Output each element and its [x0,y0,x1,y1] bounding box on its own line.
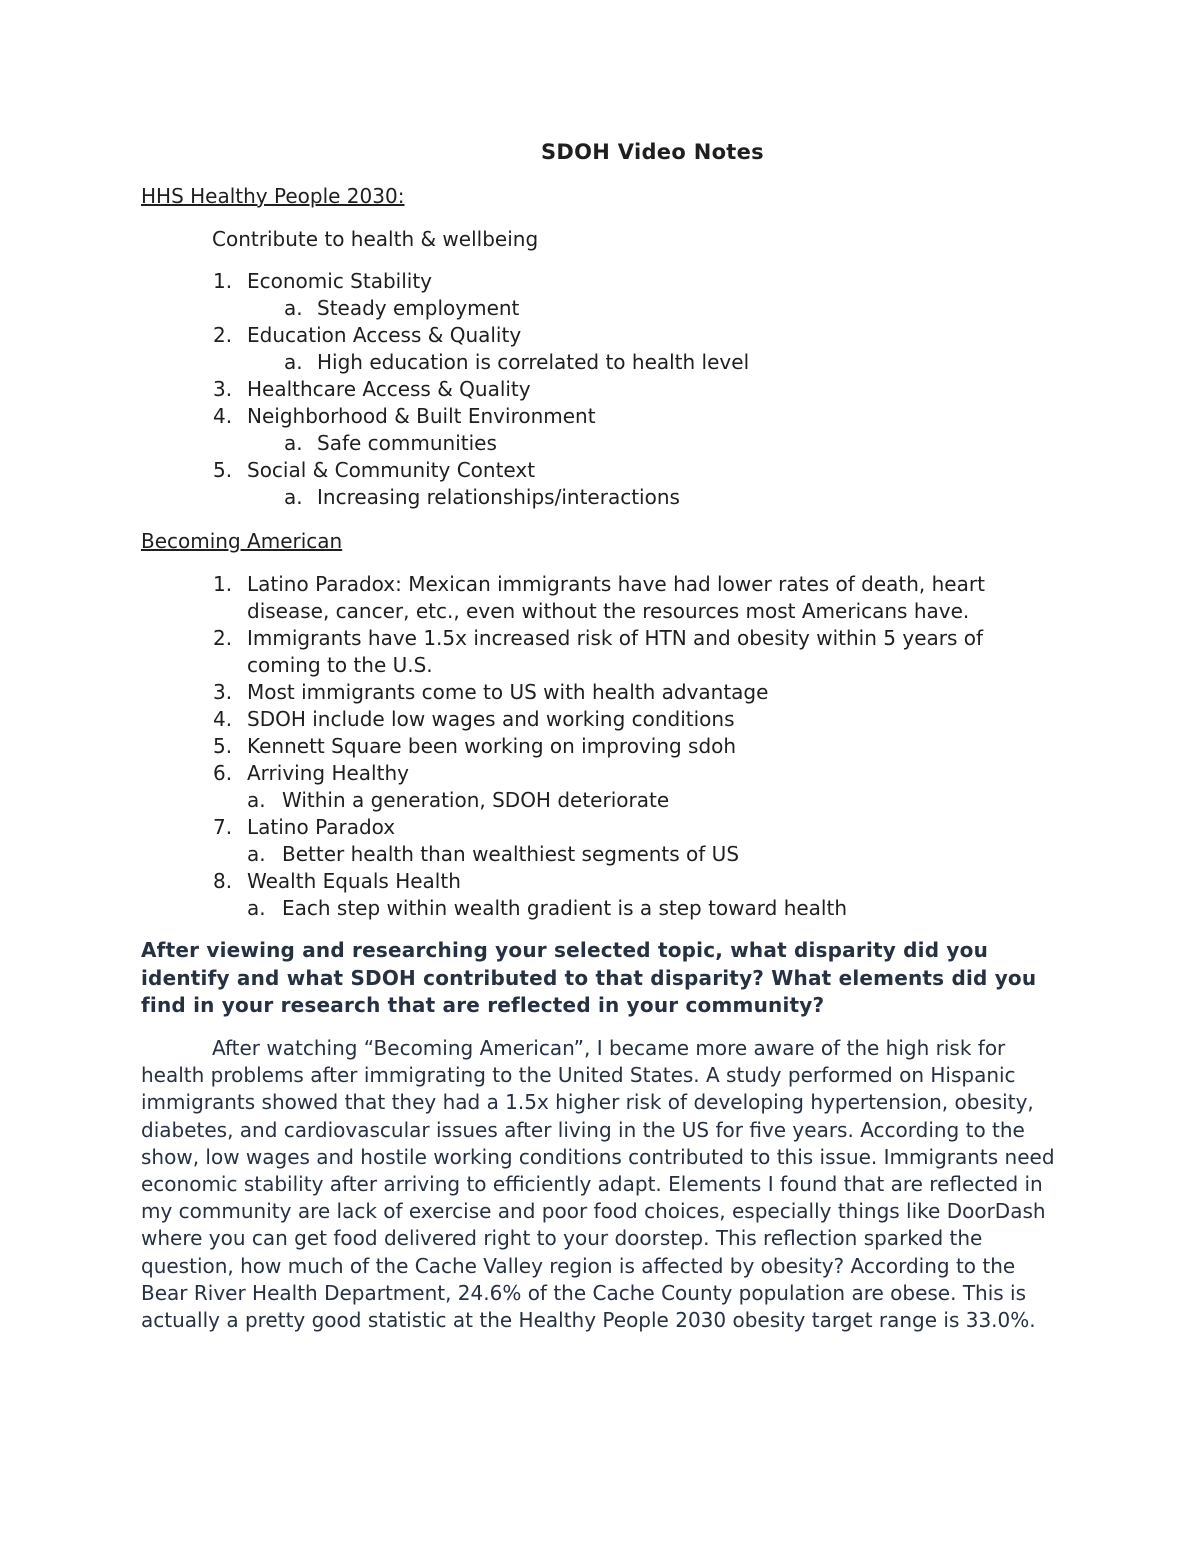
list-number: 2. [213,323,233,347]
list-item [141,322,1061,349]
list-number: 5. [213,734,233,758]
list-item-text: Latino Paradox [247,815,396,839]
list-item [141,268,1061,295]
list-item-text: Economic Stability [247,269,433,293]
list-number: 1. [213,572,233,596]
sub-list-item [141,895,1061,922]
list-number: 5. [213,458,233,482]
list-item-text: Wealth Equals Health [247,869,461,893]
list-item [141,760,1061,787]
list-item [141,733,1061,760]
list-item-text: Most immigrants come to US with health advantage [247,680,769,704]
list-number: 8. [213,869,233,893]
sub-list-item [141,349,1061,376]
sub-list-letter: a. [284,296,303,320]
list-item-text: Immigrants have 1.5x increased risk of HTN and obesity within 5 years of coming to the U.S. [247,626,984,677]
list-item-text: Arriving Healthy [247,761,409,785]
list-item [141,457,1061,484]
sub-list-item [141,841,1061,868]
sub-list-item [141,484,1061,511]
sub-list-text: Within a generation, SDOH deteriorate [282,788,670,812]
section-intro-text: Contribute to health & wellbeing [212,227,539,251]
sub-list-text: Safe communities [317,431,497,455]
list-number: 4. [213,707,233,731]
list-item [141,679,1061,706]
list-item [141,376,1061,403]
sub-list-letter: a. [247,842,266,866]
sub-list-text: Each step within wealth gradient is a step toward health [282,896,848,920]
sub-list-text: Increasing relationships/interactions [317,485,680,509]
list-item-text: Education Access & Quality [247,323,522,347]
sub-list-item [141,787,1061,814]
list-number: 2. [213,626,233,650]
list-number: 3. [213,680,233,704]
list-number: 6. [213,761,233,785]
list-item [141,814,1061,841]
sub-list-letter: a. [284,485,303,509]
list-number: 3. [213,377,233,401]
list-number: 1. [213,269,233,293]
list-item [141,868,1061,895]
list-item [141,571,1061,625]
becoming-american-list [141,571,1061,922]
sub-list-letter: a. [284,431,303,455]
list-item-text: Social & Community Context [247,458,536,482]
sub-list-text: Better health than wealthiest segments of US [282,842,740,866]
sub-list-text: High education is correlated to health level [317,350,750,374]
list-item [141,706,1061,733]
sub-list-letter: a. [284,350,303,374]
sub-list-item [141,295,1061,322]
sub-list-text: Steady employment [317,296,520,320]
list-item [141,625,1061,679]
list-item-text: Kennett Square been working on improving sdoh [247,734,737,758]
research-question: After viewing and researching your selected topic, what disparity did you identify and what SDOH contributed to that disparity? What elements did you find in your research that are reflected in your community? [141,938,1037,1017]
document-title: SDOH Video Notes [541,140,764,164]
list-item [141,403,1061,430]
section-heading-healthy-people: HHS Healthy People 2030: [141,184,405,208]
sub-list-letter: a. [247,788,266,812]
healthy-people-list [141,268,1061,511]
list-item-text: Healthcare Access & Quality [247,377,531,401]
list-item-text: SDOH include low wages and working conditions [247,707,735,731]
list-number: 7. [213,815,233,839]
list-number: 4. [213,404,233,428]
sub-list-item [141,430,1061,457]
section-heading-becoming-american: Becoming American [141,529,343,553]
list-item-text: Neighborhood & Built Environment [247,404,596,428]
answer-paragraph: After watching “Becoming American”, I became more aware of the high risk for health problems after immigrating to the United States. A study performed on Hispanic immigrants showed that they had a 1.5x higher risk of developing hypertension, obesity, diabetes, and cardiovascular issues after living in the US for five years. According to the show, low wages and hostile working conditions contributed to this issue. Immigrants need economic stability after arriving to efficiently adapt. Elements I found that are reflected in my community are lack of exercise and poor food choices, especially things like DoorDash where you can get food delivered right to your doorstep. This reflection sparked the question, how much of the Cache Valley region is affected by obesity? According to the Bear River Health Department, 24.6% of the Cache County population are obese. This is actually a pretty good statistic at the Healthy People 2030 obesity target range is 33.0%. [141,1036,1055,1333]
list-item-text: Latino Paradox: Mexican immigrants have had lower rates of death, heart disease, cancer, etc., even without the resources most Americans have. [247,572,985,623]
sub-list-letter: a. [247,896,266,920]
